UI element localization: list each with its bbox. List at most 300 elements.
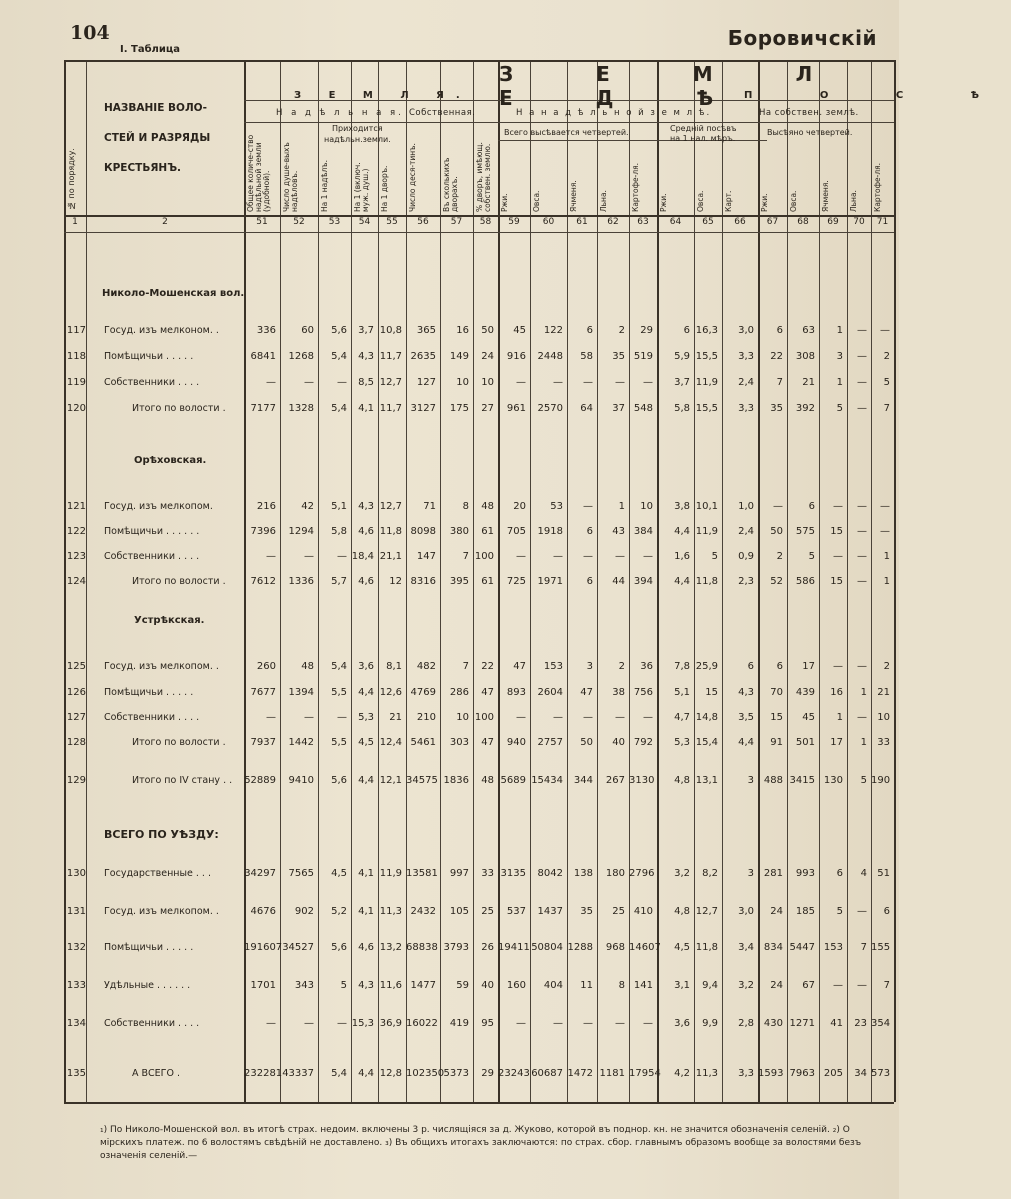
table-cell: 4,4: [738, 737, 754, 748]
table-cell: —: [615, 712, 625, 723]
table-cell: 3793: [443, 942, 469, 953]
table-cell: 18,4: [351, 551, 374, 562]
page-number: 104: [70, 22, 110, 44]
district-title: Боровичскiй: [727, 26, 877, 50]
column-header: На 1 надѣлъ.: [320, 160, 329, 212]
table-cell: 25: [612, 906, 625, 917]
table-cell: 1288: [567, 942, 593, 953]
column-number: 58: [479, 217, 492, 227]
table-cell: 7177: [250, 403, 276, 414]
row-number: 121: [66, 501, 86, 512]
table-cell: 993: [795, 868, 815, 879]
table-cell: 4,5: [674, 942, 690, 953]
table-cell: 11,9: [379, 868, 402, 879]
table-cell: 1: [883, 576, 890, 587]
table-cell: 9410: [288, 775, 314, 786]
table-cell: 4,2: [674, 1068, 690, 1079]
table-cell: 12,6: [379, 687, 402, 698]
table-cell: 1294: [288, 526, 314, 537]
table-cell: 11,8: [695, 942, 718, 953]
table-cell: 756: [633, 687, 653, 698]
header-zemlya: З Е М Л Я.: [294, 90, 472, 101]
table-cell: 22: [481, 661, 494, 672]
table-cell: 4,6: [358, 942, 374, 953]
table-cell: 53: [550, 501, 563, 512]
table-cell: 5461: [410, 737, 436, 748]
row-label: Госуд. изъ мелкопом. .: [104, 906, 219, 917]
table-cell: —: [857, 551, 867, 562]
name-header-line: НАЗВАНIЕ ВОЛО-: [104, 102, 207, 114]
table-cell: 1268: [288, 351, 314, 362]
table-cell: —: [880, 526, 890, 537]
table-cell: 47: [481, 687, 494, 698]
table-cell: 482: [416, 661, 436, 672]
row-number: 125: [66, 661, 86, 672]
table-cell: 8: [618, 980, 625, 991]
table-cell: 10: [456, 712, 469, 723]
row-number-header: № по порядку.: [67, 148, 76, 210]
table-cell: 260: [256, 661, 276, 672]
table-cell: 14607: [629, 942, 661, 953]
table-cell: 122: [543, 325, 563, 336]
table-cell: 4,4: [358, 775, 374, 786]
table-cell: 71: [423, 501, 436, 512]
table-cell: 2: [776, 551, 783, 562]
table-cell: —: [337, 377, 347, 388]
table-cell: 3,2: [674, 868, 690, 879]
table-cell: 185: [795, 906, 815, 917]
table-cell: 3415: [789, 775, 815, 786]
table-cell: —: [583, 712, 593, 723]
row-number: 133: [66, 980, 86, 991]
column-number: 51: [256, 217, 268, 227]
table-cell: 1477: [410, 980, 436, 991]
table-cell: —: [553, 1018, 563, 1029]
table-cell: 47: [481, 737, 494, 748]
table-cell: 286: [449, 687, 469, 698]
section-title: Орѣховская.: [134, 455, 207, 466]
table-cell: 16022: [406, 1018, 438, 1029]
table-cell: 8: [462, 501, 469, 512]
table-cell: 155: [871, 942, 891, 953]
table-cell: 160: [506, 980, 526, 991]
table-cell: 43: [612, 526, 625, 537]
header-vsego-vyseval: Всего высѣвается четвертей.: [504, 128, 629, 137]
table-cell: 127: [416, 377, 436, 388]
table-cell: 4,4: [674, 576, 690, 587]
table-cell: 7937: [250, 737, 276, 748]
table-cell: 23: [854, 1018, 867, 1029]
table-cell: 1: [883, 551, 890, 562]
column-header: Общее количе-ство надѣльной земли (удобной).: [246, 134, 271, 212]
table-cell: 21: [389, 712, 402, 723]
statistics-table: [64, 60, 1011, 1102]
table-cell: 4,4: [358, 687, 374, 698]
table-cell: —: [833, 661, 843, 672]
table-cell: 91: [770, 737, 783, 748]
row-number: 123: [66, 551, 86, 562]
table-cell: 11,9: [695, 377, 718, 388]
table-cell: 968: [605, 942, 625, 953]
column-header: Карт.: [724, 190, 733, 212]
column-header: Овса.: [532, 190, 541, 212]
name-header-line: СТЕЙ И РАЗРЯДЫ: [104, 132, 211, 144]
table-cell: 2,3: [738, 576, 754, 587]
table-cell: 4,3: [738, 687, 754, 698]
row-number: 117: [66, 325, 86, 336]
table-cell: 13,1: [695, 775, 718, 786]
table-cell: —: [266, 551, 276, 562]
row-number: 118: [66, 351, 86, 362]
table-cell: 52: [770, 576, 783, 587]
table-cell: 191607: [244, 942, 283, 953]
table-cell: 2757: [537, 737, 563, 748]
table-cell: 1: [836, 712, 843, 723]
row-rule: [64, 232, 894, 233]
table-cell: —: [583, 501, 593, 512]
column-header: Число деся-тинъ.: [408, 143, 417, 212]
table-cell: 5,4: [331, 403, 347, 414]
table-cell: —: [266, 712, 276, 723]
table-cell: 1: [836, 325, 843, 336]
table-cell: 7: [883, 403, 890, 414]
table-cell: 7: [462, 661, 469, 672]
table-cell: 4,6: [358, 576, 374, 587]
table-cell: 19411: [498, 942, 530, 953]
table-cell: 4,4: [674, 526, 690, 537]
table-cell: 8,5: [358, 377, 374, 388]
table-cell: 419: [449, 1018, 469, 1029]
table-cell: 519: [633, 351, 653, 362]
table-cell: 33: [877, 737, 890, 748]
table-cell: 4769: [410, 687, 436, 698]
table-cell: 8316: [410, 576, 436, 587]
table-cell: 5,6: [331, 325, 347, 336]
row-number: 126: [66, 687, 86, 698]
table-cell: 190: [871, 775, 891, 786]
row-label: Собственники . . . .: [104, 377, 200, 388]
table-cell: 10,8: [379, 325, 402, 336]
row-label: А ВСЕГО .: [132, 1068, 180, 1079]
table-cell: 29: [481, 1068, 494, 1079]
row-label: Собственники . . . .: [104, 1018, 200, 1029]
table-cell: 64: [580, 403, 593, 414]
table-cell: 35: [770, 403, 783, 414]
table-cell: 4676: [250, 906, 276, 917]
table-cell: 792: [633, 737, 653, 748]
row-number: 134: [66, 1018, 86, 1029]
column-header: Ржи.: [760, 193, 769, 212]
table-cell: 5,2: [331, 906, 347, 917]
table-cell: —: [857, 325, 867, 336]
table-cell: 24: [770, 906, 783, 917]
column-header: Ржи.: [659, 193, 668, 212]
table-cell: 6: [776, 661, 783, 672]
table-cell: 1836: [443, 775, 469, 786]
table-cell: —: [304, 551, 314, 562]
table-cell: 2: [883, 351, 890, 362]
table-cell: 23243: [498, 1068, 530, 1079]
table-cell: 1437: [537, 906, 563, 917]
table-cell: 6: [808, 501, 815, 512]
table-cell: 1394: [288, 687, 314, 698]
table-cell: —: [516, 377, 526, 388]
header-na-nadelnoy: Н а н а д ѣ л ь н о й з е м л ѣ.: [516, 108, 712, 118]
table-cell: 63: [802, 325, 815, 336]
row-label: Помѣщичьи . . . . . .: [104, 526, 200, 537]
table-cell: 573: [871, 1068, 891, 1079]
table-cell: 940: [506, 737, 526, 748]
table-cell: 6: [586, 526, 593, 537]
table-cell: 9,9: [702, 1018, 718, 1029]
table-cell: 4,5: [358, 737, 374, 748]
table-cell: —: [337, 1018, 347, 1029]
table-cell: 4,5: [331, 868, 347, 879]
footnote: ₁) По Николо-Мошенской вол. въ итогѣ страх. недоим. включены 3 р. числящіяся за д. Жуково, которой въ поднор. кн. не значится обозначенія селеній. ₂) О мірскихъ платеж. по 6 волостямъ свѣдѣній не доставлено. ₃) Въ общихъ итогахъ заключаются: по страх. сбор. главнымъ образомъ вообще за волостями безъ означенія селеній.—: [100, 1125, 862, 1161]
table-cell: 5,4: [331, 1068, 347, 1079]
row-label: Итого по IV стану . .: [132, 775, 233, 786]
table-cell: —: [516, 1018, 526, 1029]
table-cell: 16: [830, 687, 843, 698]
table-cell: 35: [580, 906, 593, 917]
table-cell: 5,3: [674, 737, 690, 748]
table-cell: 3,2: [738, 980, 754, 991]
table-cell: 16: [456, 325, 469, 336]
table-cell: 48: [481, 775, 494, 786]
table-cell: 21: [877, 687, 890, 698]
table-cell: 3: [747, 775, 754, 786]
table-cell: 24: [481, 351, 494, 362]
table-cell: 5,6: [331, 775, 347, 786]
column-header: Картофе-ля.: [873, 162, 882, 212]
table-cell: 138: [573, 868, 593, 879]
table-cell: 16,3: [695, 325, 718, 336]
table-cell: 10: [456, 377, 469, 388]
row-rule: [498, 140, 667, 141]
column-number: 68: [797, 217, 809, 227]
row-label: Итого по волости .: [132, 403, 226, 414]
table-cell: 12,8: [379, 1068, 402, 1079]
table-cell: 100: [474, 551, 494, 562]
table-cell: 394: [633, 576, 653, 587]
table-cell: 1: [836, 377, 843, 388]
table-cell: 7,8: [674, 661, 690, 672]
table-cell: 10: [877, 712, 890, 723]
table-cell: 61: [481, 526, 494, 537]
table-cell: 2,8: [738, 1018, 754, 1029]
table-cell: —: [857, 980, 867, 991]
table-cell: 41: [830, 1018, 843, 1029]
table-cell: 50: [580, 737, 593, 748]
table-cell: 7612: [250, 576, 276, 587]
table-cell: 4,7: [674, 712, 690, 723]
table-cell: —: [880, 325, 890, 336]
table-cell: 5,3: [358, 712, 374, 723]
table-cell: 11: [580, 980, 593, 991]
table-cell: 37: [612, 403, 625, 414]
table-cell: 15: [830, 576, 843, 587]
table-label: I. Таблица: [120, 44, 181, 55]
table-cell: 34297: [244, 868, 276, 879]
header-sredniy-posev: Средній посѣвъ: [670, 124, 737, 133]
table-cell: 21,1: [379, 551, 402, 562]
column-number: 56: [417, 217, 429, 227]
column-header: Ячменя.: [821, 180, 830, 212]
table-cell: 1: [618, 501, 625, 512]
table-cell: 29: [640, 325, 653, 336]
table-cell: 2,4: [738, 526, 754, 537]
table-cell: 105: [449, 906, 469, 917]
column-number: 61: [576, 217, 588, 227]
table-cell: 11,9: [695, 526, 718, 537]
table-cell: 130: [823, 775, 843, 786]
table-cell: 43337: [282, 1068, 314, 1079]
table-cell: 281: [763, 868, 783, 879]
table-cell: 11,8: [379, 526, 402, 537]
table-cell: 36: [640, 661, 653, 672]
table-cell: 6: [747, 661, 754, 672]
column-header: Ржи.: [500, 193, 509, 212]
table-cell: 1328: [288, 403, 314, 414]
table-cell: 3: [747, 868, 754, 879]
table-cell: 10: [481, 377, 494, 388]
table-cell: 70: [770, 687, 783, 698]
table-cell: 336: [256, 325, 276, 336]
table-cell: 68838: [406, 942, 438, 953]
column-number: 63: [637, 217, 649, 227]
table-cell: 50804: [531, 942, 563, 953]
table-cell: 26: [481, 942, 494, 953]
row-label: Помѣщичьи . . . . .: [104, 687, 194, 698]
table-cell: 3,0: [738, 906, 754, 917]
row-label: Помѣщичьи . . . . .: [104, 351, 194, 362]
table-cell: —: [857, 661, 867, 672]
table-cell: 3,8: [674, 501, 690, 512]
section-title: Устрѣкская.: [134, 615, 205, 626]
table-cell: 4,8: [674, 906, 690, 917]
table-cell: 7: [883, 980, 890, 991]
table-cell: 3: [836, 351, 843, 362]
column-number: 57: [450, 217, 463, 227]
table-cell: 1271: [789, 1018, 815, 1029]
table-cell: 10: [640, 501, 653, 512]
row-number: 131: [66, 906, 86, 917]
row-rule: [498, 122, 894, 123]
table-cell: —: [857, 403, 867, 414]
table-cell: 3,1: [674, 980, 690, 991]
row-label: Государственные . . .: [104, 868, 211, 879]
table-cell: 15434: [531, 775, 563, 786]
table-cell: 3135: [500, 868, 526, 879]
table-cell: 344: [573, 775, 593, 786]
row-number: 124: [66, 576, 86, 587]
table-cell: 834: [763, 942, 783, 953]
table-cell: 6841: [250, 351, 276, 362]
column-number: 53: [328, 217, 341, 227]
table-cell: 60: [301, 325, 314, 336]
table-cell: 8098: [410, 526, 436, 537]
table-cell: 725: [506, 576, 526, 587]
column-header: Льна.: [599, 190, 608, 212]
table-cell: —: [773, 501, 783, 512]
row-label: Помѣщичьи . . . . .: [104, 942, 194, 953]
table-cell: 430: [763, 1018, 783, 1029]
table-cell: 3,6: [358, 661, 374, 672]
table-cell: —: [857, 906, 867, 917]
row-number: 127: [66, 712, 86, 723]
table-cell: 4: [860, 868, 867, 879]
column-number: 66: [734, 217, 746, 227]
table-cell: 205: [823, 1068, 843, 1079]
row-number: 132: [66, 942, 86, 953]
table-cell: 15,4: [695, 737, 718, 748]
table-cell: 5: [836, 403, 843, 414]
table-cell: 392: [795, 403, 815, 414]
table-cell: 7963: [789, 1068, 815, 1079]
table-cell: 916: [506, 351, 526, 362]
table-cell: 2: [618, 325, 625, 336]
table-cell: 34527: [282, 942, 314, 953]
table-cell: 1472: [567, 1068, 593, 1079]
name-header-line: КРЕСТЬЯНЪ.: [104, 162, 182, 174]
table-cell: 5,5: [331, 737, 347, 748]
table-cell: 48: [481, 501, 494, 512]
header-sobstvennaya: Собственная.: [409, 108, 476, 118]
table-cell: —: [857, 351, 867, 362]
table-cell: —: [516, 712, 526, 723]
table-cell: 308: [795, 351, 815, 362]
table-cell: 8,1: [386, 661, 402, 672]
table-cell: 232281: [244, 1068, 283, 1079]
table-cell: 40: [481, 980, 494, 991]
table-cell: 439: [795, 687, 815, 698]
table-cell: 20: [513, 501, 526, 512]
column-header: Овса.: [789, 190, 798, 212]
column-number: 71: [876, 217, 889, 227]
table-cell: 153: [543, 661, 563, 672]
table-cell: 384: [633, 526, 653, 537]
table-cell: 7: [776, 377, 783, 388]
table-cell: 2448: [537, 351, 563, 362]
table-cell: 11,8: [695, 576, 718, 587]
table-cell: 33: [481, 868, 494, 879]
header-banner: З Е М Л Е Д Ѣ: [499, 62, 851, 110]
table-cell: —: [615, 551, 625, 562]
table-cell: 404: [543, 980, 563, 991]
table-cell: 2: [618, 661, 625, 672]
table-cell: —: [857, 501, 867, 512]
table-cell: 5: [808, 551, 815, 562]
table-cell: 12,7: [695, 906, 718, 917]
table-cell: 36,9: [379, 1018, 402, 1029]
table-cell: 7677: [250, 687, 276, 698]
table-cell: 12,7: [379, 377, 402, 388]
row-number: 129: [66, 775, 86, 786]
column-header: Число душе-выхъ надѣловъ.: [282, 142, 299, 212]
table-cell: 488: [763, 775, 783, 786]
table-cell: 2604: [537, 687, 563, 698]
table-cell: 35: [612, 351, 625, 362]
table-cell: 3130: [629, 775, 655, 786]
table-cell: 4,4: [358, 1068, 374, 1079]
table-cell: 5,5: [331, 687, 347, 698]
column-number: 64: [669, 217, 682, 227]
header-prikhoditsya: Приходится: [332, 124, 383, 133]
table-cell: —: [583, 377, 593, 388]
table-cell: —: [553, 377, 563, 388]
table-cell: 60687: [531, 1068, 563, 1079]
table-cell: 3,4: [738, 942, 754, 953]
